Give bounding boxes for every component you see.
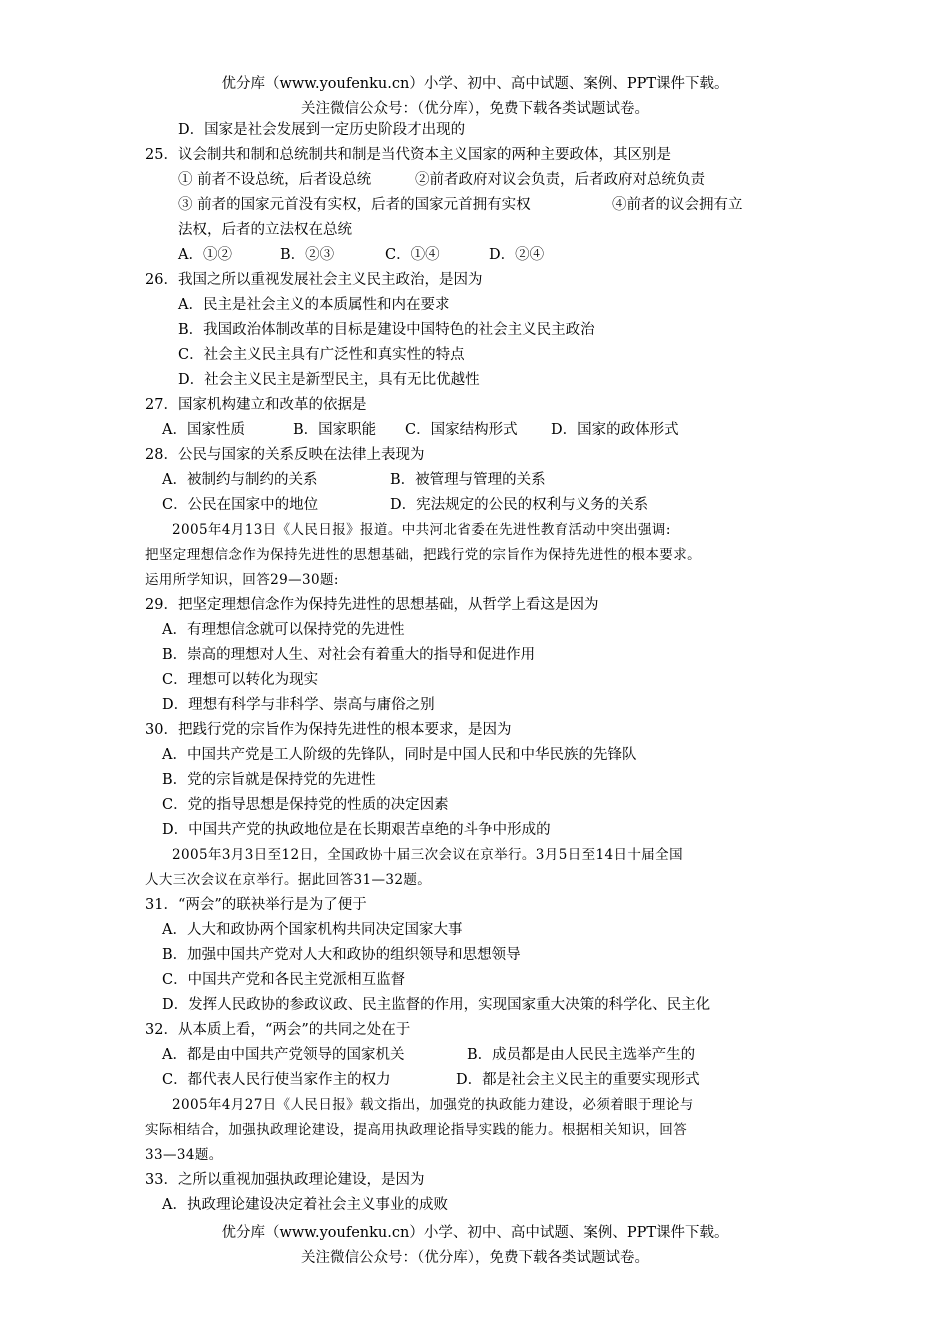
q31-option-d: D．发挥人民政协的参政议政、民主监督的作用，实现国家重大决策的科学化、民主化 — [162, 997, 711, 1013]
passage-33-34-line-2: 实际相结合，加强执政理论建设，提高用执政理论指导实践的能力。根据相关知识，回答 — [145, 1122, 688, 1138]
q29-option-a: A．有理想信念就可以保持党的先进性 — [162, 622, 405, 638]
q25-statement-1: ① 前者不设总统，后者设总统 — [178, 172, 372, 188]
q26-option-d: D．社会主义民主是新型民主，具有无比优越性 — [178, 372, 480, 388]
header-line-2: 关注微信公众号：（优分库），免费下载各类试题试卷。 — [301, 101, 649, 117]
q26-option-a: A．民主是社会主义的本质属性和内在要求 — [178, 297, 450, 313]
header-line-1: 优分库（www.youfenku.cn）小学、初中、高中试题、案例、PPT课件下载。 — [221, 76, 729, 92]
passage-31-32-line-2: 人大三次会议在京举行。据此回答31—32题。 — [145, 872, 432, 888]
q28-option-b: B．被管理与管理的关系 — [390, 472, 546, 488]
q27-option-a: A．国家性质 — [162, 422, 245, 438]
q33-option-a: A．执政理论建设决定着社会主义事业的成败 — [162, 1197, 448, 1213]
q27-option-b: B．国家职能 — [293, 422, 377, 438]
q25-statement-4-cont: 法权，后者的立法权在总统 — [178, 222, 352, 238]
q29-option-d: D．理想有科学与非科学、崇高与庸俗之别 — [162, 697, 435, 713]
passage-33-34-line-1: 2005年4月27日《人民日报》载文指出，加强党的执政能力建设，必须着眼于理论与 — [172, 1097, 694, 1113]
passage-29-30-line-3: 运用所学知识，回答29—30题: — [145, 572, 339, 588]
q27-stem: 27．国家机构建立和改革的依据是 — [145, 397, 367, 413]
q28-option-d: D．宪法规定的公民的权利与义务的关系 — [390, 497, 649, 513]
q31-option-c: C．中国共产党和各民主党派相互监督 — [162, 972, 406, 988]
q32-option-c: C．都代表人民行使当家作主的权力 — [162, 1072, 391, 1088]
q32-option-b: B．成员都是由人民民主选举产生的 — [467, 1047, 696, 1063]
q31-stem: 31．“两会”的联袂举行是为了便于 — [145, 897, 367, 913]
q28-stem: 28．公民与国家的关系反映在法律上表现为 — [145, 447, 425, 463]
passage-29-30-line-2: 把坚定理想信念作为保持先进性的思想基础，把践行党的宗旨作为保持先进性的根本要求。 — [145, 547, 701, 563]
q30-option-a: A．中国共产党是工人阶级的先锋队，同时是中国人民和中华民族的先锋队 — [162, 747, 637, 763]
q25-option-a: A．①② — [178, 247, 232, 263]
q33-stem: 33．之所以重视加强执政理论建设，是因为 — [145, 1172, 425, 1188]
footer-line-1: 优分库（www.youfenku.cn）小学、初中、高中试题、案例、PPT课件下载。 — [221, 1225, 729, 1241]
q30-option-d: D．中国共产党的执政地位是在长期艰苦卓绝的斗争中形成的 — [162, 822, 551, 838]
q27-option-d: D．国家的政体形式 — [551, 422, 679, 438]
q25-statement-2: ②前者政府对议会负责，后者政府对总统负责 — [415, 172, 705, 188]
q30-stem: 30．把践行党的宗旨作为保持先进性的根本要求，是因为 — [145, 722, 512, 738]
q32-option-a: A．都是由中国共产党领导的国家机关 — [162, 1047, 405, 1063]
q30-option-b: B．党的宗旨就是保持党的先进性 — [162, 772, 376, 788]
q24-option-d: D．国家是社会发展到一定历史阶段才出现的 — [178, 122, 466, 138]
q25-stem: 25．议会制共和制和总统制共和制是当代资本主义国家的两种主要政体，其区别是 — [145, 147, 671, 163]
passage-33-34-line-3: 33—34题。 — [145, 1147, 223, 1163]
passage-31-32-line-1: 2005年3月3日至12日，全国政协十届三次会议在京举行。3月5日至14日十届全国 — [172, 847, 683, 863]
q26-option-c: C．社会主义民主具有广泛性和真实性的特点 — [178, 347, 465, 363]
q29-option-b: B．崇高的理想对人生、对社会有着重大的指导和促进作用 — [162, 647, 536, 663]
q32-stem: 32．从本质上看，“两会”的共同之处在于 — [145, 1022, 411, 1038]
q32-option-d: D．都是社会主义民主的重要实现形式 — [456, 1072, 700, 1088]
q29-option-c: C．理想可以转化为现实 — [162, 672, 319, 688]
q25-statement-4: ④前者的议会拥有立 — [612, 197, 743, 213]
footer-line-2: 关注微信公众号：（优分库），免费下载各类试题试卷。 — [301, 1250, 649, 1266]
q27-option-c: C．国家结构形式 — [405, 422, 518, 438]
q31-option-b: B．加强中国共产党对人大和政协的组织领导和思想领导 — [162, 947, 521, 963]
q28-option-a: A．被制约与制约的关系 — [162, 472, 318, 488]
q28-option-c: C．公民在国家中的地位 — [162, 497, 319, 513]
q25-option-b: B．②③ — [280, 247, 335, 263]
q31-option-a: A．人大和政协两个国家机构共同决定国家大事 — [162, 922, 463, 938]
q25-option-c: C．①④ — [385, 247, 440, 263]
passage-29-30-line-1: 2005年4月13日《人民日报》报道。中共河北省委在先进性教育活动中突出强调: — [172, 522, 671, 538]
q26-stem: 26．我国之所以重视发展社会主义民主政治，是因为 — [145, 272, 483, 288]
q25-statement-3: ③ 前者的国家元首没有实权，后者的国家元首拥有实权 — [178, 197, 531, 213]
q26-option-b: B．我国政治体制改革的目标是建设中国特色的社会主义民主政治 — [178, 322, 595, 338]
q30-option-c: C．党的指导思想是保持党的性质的决定因素 — [162, 797, 449, 813]
q25-option-d: D．②④ — [489, 247, 545, 263]
q29-stem: 29．把坚定理想信念作为保持先进性的思想基础，从哲学上看这是因为 — [145, 597, 599, 613]
